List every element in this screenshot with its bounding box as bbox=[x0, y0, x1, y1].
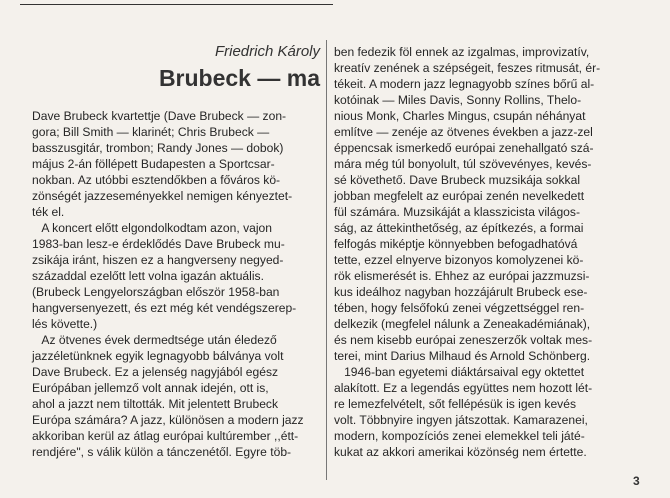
text-line: századdal ezelőtt lett volna igazán aktuális. bbox=[32, 269, 264, 283]
text-line: mára még túl bonyolult, túl szövevényes, kevés- bbox=[334, 157, 592, 171]
text-line: Európában jellemző volt annak idején, ott is, bbox=[32, 381, 269, 395]
text-line: fül számára. Muzsikáját a klasszicista világos- bbox=[334, 205, 580, 219]
text-line: zsikája iránt, hiszen ez a hangverseny negyed- bbox=[32, 253, 284, 267]
text-line: Az ötvenes évek dermedtsége után éledező bbox=[32, 333, 277, 347]
text-line: A koncert előtt elgondolkodtam azon, vajon bbox=[32, 221, 273, 235]
text-line: modern, kompozíciós zenei elemekkel teli játé- bbox=[334, 429, 585, 443]
text-line: ság, az áttekinthetőség, az építkezés, a formai bbox=[334, 221, 584, 235]
text-line: 1983-ban lesz-e érdeklődés Dave Brubeck mu- bbox=[32, 237, 285, 251]
text-line: jazzéletünknek egyik legnagyobb bálványa volt bbox=[32, 349, 284, 363]
text-line: Dave Brubeck kvartettje (Dave Brubeck — zon- bbox=[32, 109, 287, 123]
left-column bbox=[32, 108, 322, 460]
text-line: éppencsak ismerkedő európai zenehallgató szá- bbox=[334, 141, 594, 155]
text-line: tette, ezzel elnyerve bizonyos komolyzenei kö- bbox=[334, 253, 584, 267]
text-line: basszusgitár, trombon; Randy Jones — dobok) bbox=[32, 141, 284, 155]
text-line: Dave Brubeck. Ez a jelenség nagyjából egész bbox=[32, 365, 279, 379]
text-line: kreatív zenének a szépségeit, feszes ritmusát, ér- bbox=[334, 61, 601, 75]
text-line: volt. Többnyire ingyen játszottak. Kamarazenei, bbox=[334, 413, 588, 427]
article-author: Friedrich Károly bbox=[214, 43, 320, 60]
text-line: nokban. Az utóbbi esztendőkben a főváros kö- bbox=[32, 173, 281, 187]
text-line: ték el. bbox=[32, 205, 65, 219]
text-line: hangversenyezett, és ezt még két vendégszerep- bbox=[32, 301, 297, 315]
text-line: terei, mint Darius Milhaud és Arnold Schönberg. bbox=[334, 349, 591, 363]
text-line: kotóinak — Miles Davis, Sonny Rollins, Thelo- bbox=[334, 93, 582, 107]
text-line: delkezik (megfelel nálunk a Zeneakadémiának), bbox=[334, 317, 591, 331]
text-line: gora; Bill Smith — klarinét; Chris Brubeck — bbox=[32, 125, 270, 139]
column-divider bbox=[326, 40, 327, 480]
text-line: jobban megfelelt az európai zenén nevelkedett bbox=[334, 189, 585, 203]
text-line: ben fedezik föl ennek az izgalmas, improvizatív, bbox=[334, 45, 590, 59]
text-line: felfogás miképtje könnyebben befogadhatóvá bbox=[334, 237, 578, 251]
text-line: Európa számára? A jazz, különösen a modern jazz bbox=[32, 413, 304, 427]
text-line: rendjére", s válik külön a tánczenétől. Egyre töb- bbox=[32, 445, 292, 459]
text-line: nious Monk, Charles Mingus, csupán néhányat bbox=[334, 109, 586, 123]
text-line: zönségét jazzeseményekkel nemigen kényeztet- bbox=[32, 189, 293, 203]
text-line: sé követhető. Dave Brubeck muzsikája sokkal bbox=[334, 173, 581, 187]
text-line: kukat az akkori amerikai közönség nem értette. bbox=[334, 445, 587, 459]
text-line: említve — zenéje az ötvenes években a jazz-zel bbox=[334, 125, 593, 139]
text-line: lés követte.) bbox=[32, 317, 98, 331]
text-line: és nem kisebb európai zeneszerzők voltak mes- bbox=[334, 333, 593, 347]
text-line: tében, hogy felsőfokú zenei végzettséggel ren- bbox=[334, 301, 585, 315]
text-line: alakított. Ez a legendás együttes nem hozott lét- bbox=[334, 381, 593, 395]
text-line: tékeit. A modern jazz legnagyobb színes bőrű al- bbox=[334, 77, 595, 91]
text-line: május 2-án föllépett Budapesten a Sportcsar- bbox=[32, 157, 275, 171]
text-line: kus ideálhoz nagyban hozzájárult Brubeck ese- bbox=[334, 285, 588, 299]
right-column bbox=[334, 44, 638, 460]
article-title: Brubeck — ma bbox=[158, 65, 320, 91]
top-rule bbox=[20, 4, 333, 5]
text-line: re lemezfelvételt, sőt fellépésük is igen kevés bbox=[334, 397, 576, 411]
text-line: 1946-ban egyetemi diáktársaival egy oktettet bbox=[334, 365, 585, 379]
text-line: akkoriban kerül az átlag európai kultúrember ,,étt- bbox=[32, 429, 299, 443]
text-line: ahol a jazzt nem tiltották. Mit jelentett Brubeck bbox=[32, 397, 279, 411]
text-line: rök elismerését is. Ehhez az európai jazzmuzsi- bbox=[334, 269, 590, 283]
text-line: (Brubeck Lengyelországban először 1958-ban bbox=[32, 285, 280, 299]
page-number: 3 bbox=[633, 474, 640, 488]
